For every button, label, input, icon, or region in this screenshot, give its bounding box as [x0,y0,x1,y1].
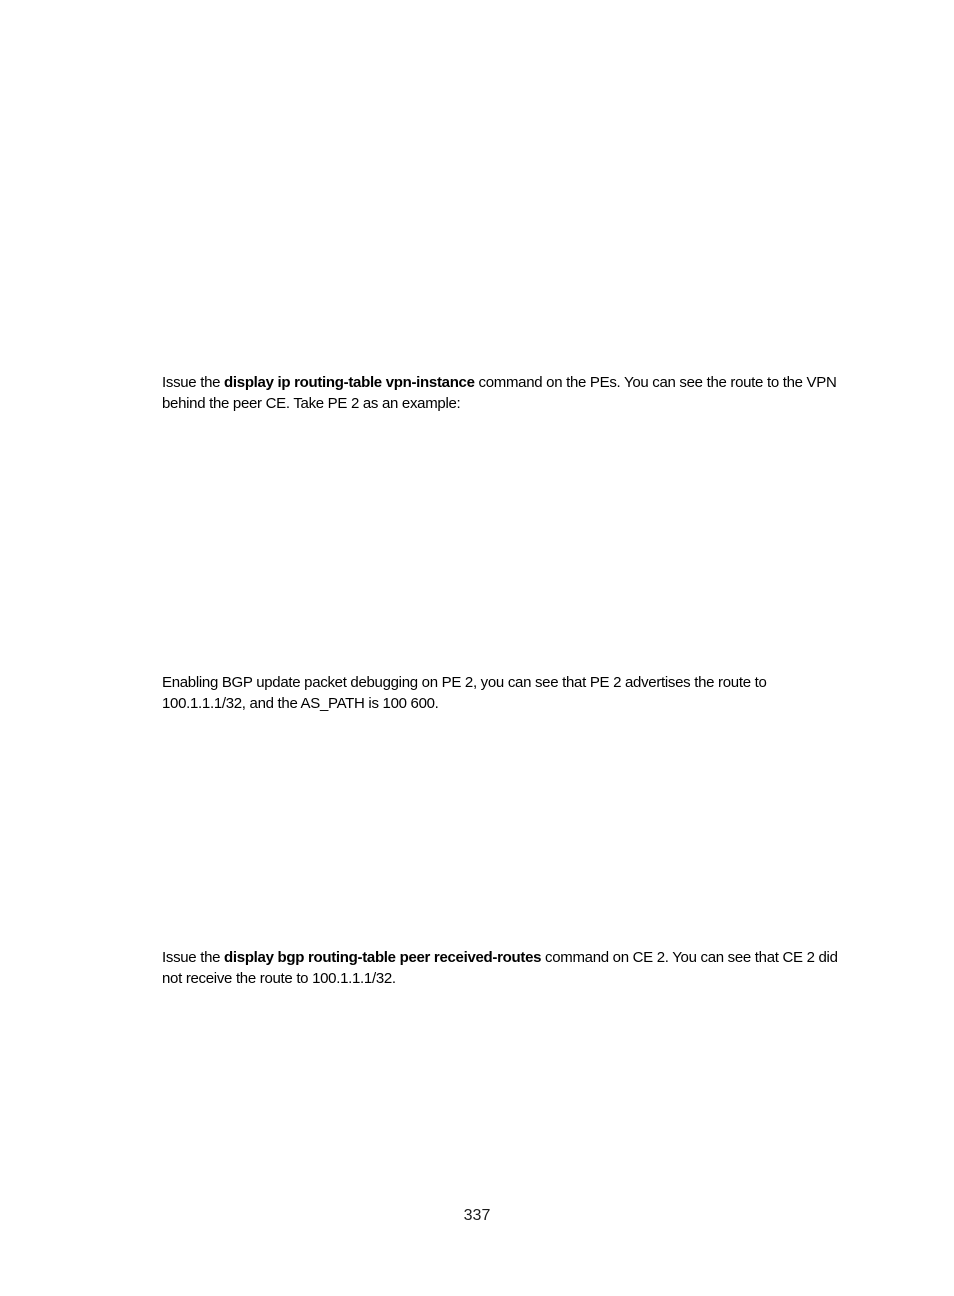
text-segment: Issue the [162,949,225,966]
text-segment: command on CE 2. You can see that CE 2 did [541,949,838,966]
paragraph-line [162,947,863,968]
paragraph-line [162,393,863,414]
command-name-text: display ip routing-table vpn-instance [224,374,475,391]
paragraph-line [162,693,863,714]
paragraph-issue-display-bgp-routing-table [162,947,863,989]
paragraph-line [162,672,863,693]
page-number: 337 [463,1207,491,1224]
text-segment: 100.1.1.1/32, and the AS_PATH is 100 600. [162,695,439,712]
text-segment: Issue the [162,374,225,391]
paragraph-line [162,372,863,393]
paragraph-line [162,968,863,989]
text-segment: behind the peer CE. Take PE 2 as an example: [162,395,461,412]
text-segment: not receive the route to 100.1.1.1/32. [162,970,396,987]
text-segment: command on the PEs. You can see the route to the VPN [474,374,837,391]
paragraph-issue-display-ip-routing-table [162,372,863,414]
command-name-text: display bgp routing-table peer received-routes [224,949,542,966]
text-segment: Enabling BGP update packet debugging on PE 2, you can see that PE 2 advertises the route to [162,674,767,691]
paragraph-bgp-update-debugging [162,672,863,714]
